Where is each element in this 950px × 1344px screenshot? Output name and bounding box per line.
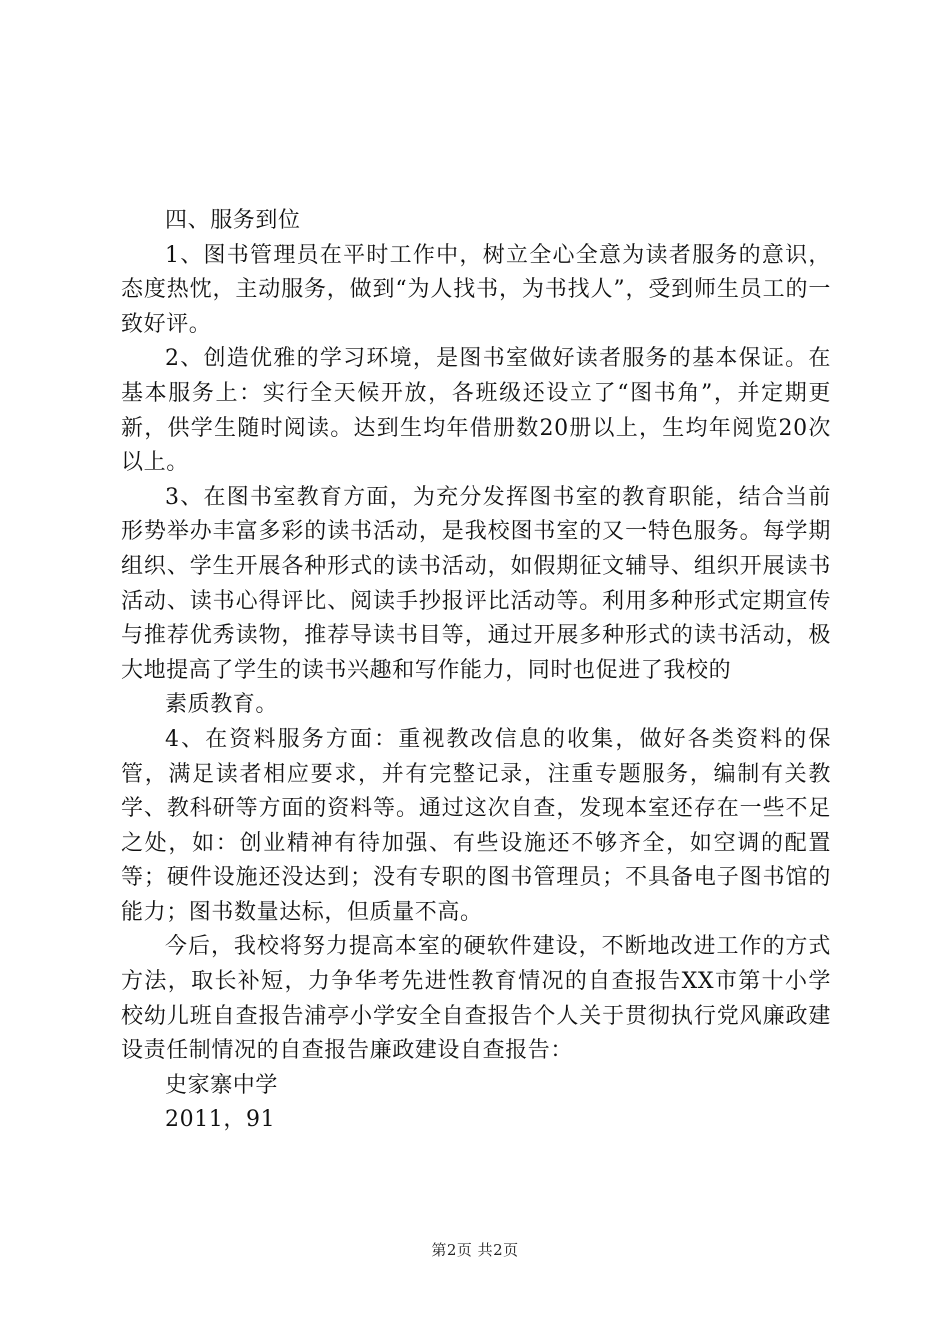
document-body [121, 204, 831, 1138]
paragraph-2: 2、创造优雅的学习环境，是图书室做好读者服务的基本保证。在基本服务上：实行全天候开放，各班级还设立了“图书角”，并定期更新，供学生随时阅读。达到生均年借册数20册以上，生均年阅览20次以上。 [121, 346, 831, 476]
paragraph-3-continuation: 素质教育。 [165, 692, 279, 718]
paragraph-3: 3、在图书室教育方面，为充分发挥图书室的教育职能，结合当前形势举办丰富多彩的读书活动，是我校图书室的又一特色服务。每学期组织、学生开展各种形式的读书活动，如假期征文辅导、组织开展读书活动、读书心得评比、阅读手抄报评比活动等。利用多种形式定期宣传与推荐优秀读物，推荐导读书目等，通过开展多种形式的读书活动，极大地提高了学生的读书兴趣和写作能力，同时也促进了我校的 [121, 484, 831, 683]
section-heading: 四、服务到位 [165, 208, 301, 233]
signature-school: 史家寨中学 [165, 1072, 279, 1098]
paragraph-1: 1、图书管理员在平时工作中，树立全心全意为读者服务的意识，态度热忱，主动服务，做到“为人找书，为书找人”，受到师生员工的一致好评。 [121, 242, 831, 337]
signature-date: 2011，91 [165, 1107, 276, 1133]
paragraph-5: 今后，我校将努力提高本室的硬软件建设，不断地改进工作的方式方法，取长补短，力争华考先进性教育情况的自查报告XX市第十小学校幼儿班自查报告浦亭小学安全自查报告个人关于贯彻执行党风廉政建设责任制情况的自查报告廉政建设自查报告： [121, 934, 831, 1064]
paragraph-4: 4、在资料服务方面：重视教改信息的收集，做好各类资料的保管，满足读者相应要求，并有完整记录，注重专题服务，编制有关教学、教科研等方面的资料等。通过这次自查，发现本室还存在一些不足之处，如：创业精神有待加强、有些设施还不够齐全，如空调的配置等；硬件设施还没达到；没有专职的图书管理员；不具备电子图书馆的能力；图书数量达标，但质量不高。 [121, 726, 831, 925]
page-number-label: 第2页 共2页 [431, 1241, 519, 1259]
page-footer [0, 1239, 950, 1260]
